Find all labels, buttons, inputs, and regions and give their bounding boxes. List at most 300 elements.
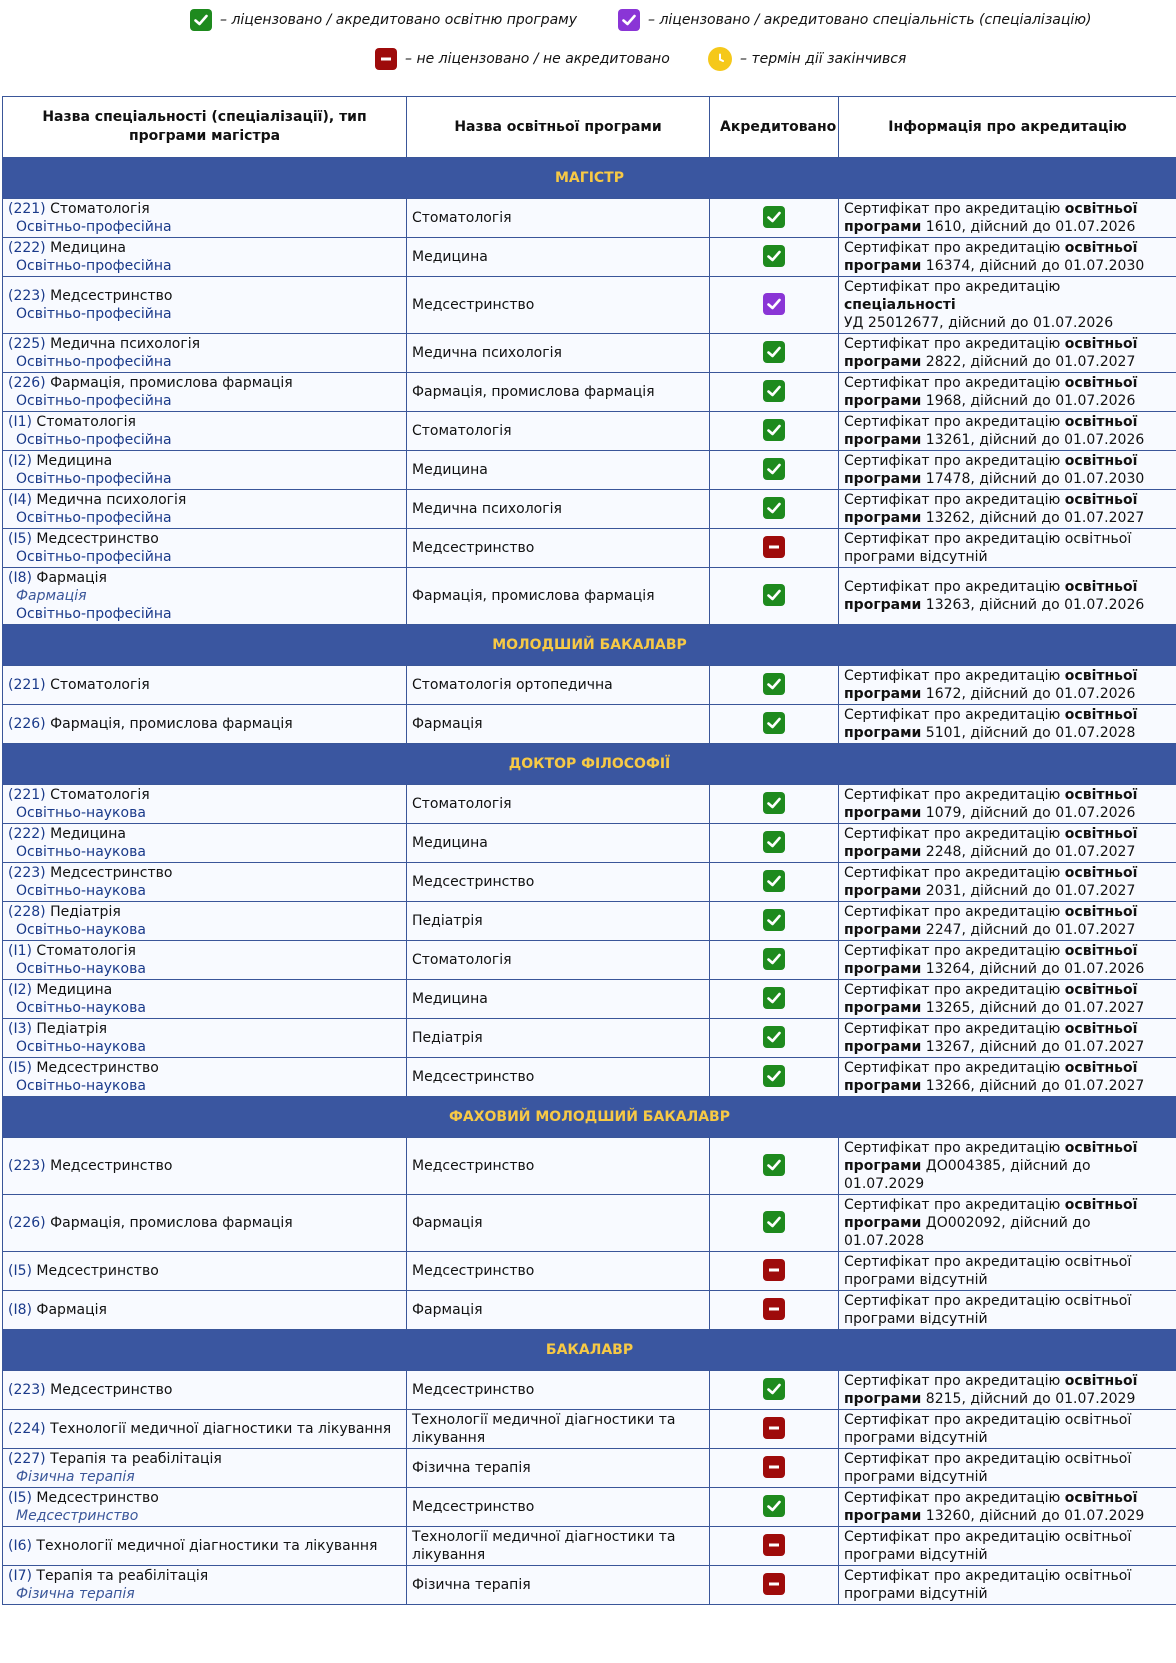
accreditation-info-cell — [839, 568, 1176, 625]
green-check-icon — [190, 9, 212, 31]
specialty-cell — [3, 334, 407, 373]
specialty-code: (225) — [8, 336, 46, 352]
specialty-cell — [3, 1566, 407, 1605]
table-row — [3, 785, 1176, 824]
accreditation-info-cell — [839, 980, 1176, 1019]
program-cell: Медицина — [407, 980, 710, 1019]
header-program: Назва освітньої програми — [407, 97, 710, 158]
green-check-icon — [763, 909, 785, 931]
table-row — [3, 238, 1176, 277]
info-subject: освітньої програми — [844, 1021, 1138, 1055]
info-subject: освітньої програми — [844, 787, 1138, 821]
table-row — [3, 277, 1176, 334]
program-type: Освітньо-наукова — [16, 1000, 146, 1016]
info-prefix: Сертифікат про акредитацію — [844, 1373, 1065, 1389]
info-details: 5101, дійсний до 01.07.2028 — [921, 725, 1136, 741]
program-cell: Медична психологія — [407, 334, 710, 373]
info-subject: освітньої програми — [844, 240, 1138, 274]
legend-red-text: – не ліцензовано / не акредитовано — [405, 51, 670, 67]
info-prefix: Сертифікат про акредитацію — [844, 336, 1065, 352]
specialty-cell — [3, 277, 407, 334]
program-type: Освітньо-професійна — [16, 219, 172, 235]
program-type: Освітньо-наукова — [16, 922, 146, 938]
specialty-code: (221) — [8, 677, 46, 693]
accreditation-info-cell — [839, 1058, 1176, 1097]
table-row — [3, 666, 1176, 705]
program-cell: Фізична терапія — [407, 1449, 710, 1488]
program-cell: Медсестринство — [407, 529, 710, 568]
header-info: Інформація про акредитацію — [839, 97, 1176, 158]
table-row — [3, 1371, 1176, 1410]
specialty-cell — [3, 980, 407, 1019]
info-prefix: Сертифікат про акредитацію — [844, 492, 1065, 508]
program-type: Освітньо-наукова — [16, 883, 146, 899]
table-row — [3, 863, 1176, 902]
red-minus-icon — [763, 1417, 785, 1439]
info-text: Сертифікат про акредитацію освітньої програми відсутній — [844, 1568, 1132, 1602]
specialty-cell — [3, 785, 407, 824]
info-prefix: Сертифікат про акредитацію — [844, 414, 1065, 430]
program-cell: Медсестринство — [407, 1138, 710, 1195]
accreditation-status-cell — [710, 1488, 839, 1527]
accreditation-info-cell — [839, 1488, 1176, 1527]
info-subject: освітньої програми — [844, 336, 1138, 370]
accreditation-status-cell — [710, 1371, 839, 1410]
accreditation-status-cell — [710, 568, 839, 625]
table-row — [3, 1019, 1176, 1058]
table-row — [3, 1252, 1176, 1291]
green-check-icon — [763, 792, 785, 814]
specialty-code: (224) — [8, 1421, 46, 1437]
specialty-code: (222) — [8, 240, 46, 256]
program-cell: Медицина — [407, 451, 710, 490]
accreditation-info-cell — [839, 1371, 1176, 1410]
table-row — [3, 568, 1176, 625]
program-cell: Фармація — [407, 705, 710, 744]
program-cell: Стоматологія — [407, 199, 710, 238]
info-prefix: Сертифікат про акредитацію — [844, 375, 1065, 391]
specialty-cell — [3, 490, 407, 529]
legend-not-accredited — [375, 48, 670, 70]
specialty-name: Медсестринство — [36, 1490, 159, 1506]
green-check-icon — [763, 1065, 785, 1087]
specialty-code: (I1) — [8, 943, 32, 959]
info-prefix: Сертифікат про акредитацію — [844, 943, 1065, 959]
info-subject: освітньої програми — [844, 904, 1138, 938]
section-header-row — [3, 744, 1176, 785]
table-row — [3, 1566, 1176, 1605]
specialty-code: (223) — [8, 1382, 46, 1398]
info-details: ДО004385, дійсний до 01.07.2029 — [844, 1158, 1091, 1192]
specialty-code: (226) — [8, 375, 46, 391]
specialty-name: Фармація — [36, 570, 107, 586]
program-cell: Медсестринство — [407, 277, 710, 334]
specialty-cell — [3, 1138, 407, 1195]
specialty-name: Стоматологія — [50, 787, 150, 803]
program-cell: Медсестринство — [407, 863, 710, 902]
specialty-cell — [3, 199, 407, 238]
specialty-name: Медицина — [36, 982, 113, 998]
specialty-code: (227) — [8, 1451, 46, 1467]
program-cell: Стоматологія — [407, 412, 710, 451]
table-row — [3, 529, 1176, 568]
program-cell: Стоматологія — [407, 941, 710, 980]
program-cell: Педіатрія — [407, 1019, 710, 1058]
table-row — [3, 1058, 1176, 1097]
info-details: 8215, дійсний до 01.07.2029 — [921, 1391, 1136, 1407]
specialty-code: (I8) — [8, 1302, 32, 1318]
accreditation-info-cell — [839, 1410, 1176, 1449]
specialty-name: Фармація, промислова фармація — [50, 716, 293, 732]
clock-icon — [708, 47, 732, 71]
accreditation-info-cell — [839, 1527, 1176, 1566]
specialty-name: Медсестринство — [36, 531, 159, 547]
green-check-icon — [763, 1154, 785, 1176]
specialty-code: (I8) — [8, 570, 32, 586]
specialty-name: Терапія та реабілітація — [50, 1451, 222, 1467]
accreditation-status-cell — [710, 863, 839, 902]
program-cell: Технології медичної діагностики та лікування — [407, 1410, 710, 1449]
green-check-icon — [763, 419, 785, 441]
accreditation-info-cell — [839, 1449, 1176, 1488]
info-details: 16374, дійсний до 01.07.2030 — [921, 258, 1145, 274]
accreditation-status-cell — [710, 529, 839, 568]
info-prefix: Сертифікат про акредитацію — [844, 1490, 1065, 1506]
specialty-cell — [3, 1195, 407, 1252]
program-type: Освітньо-наукова — [16, 844, 146, 860]
specialty-cell — [3, 1488, 407, 1527]
specialty-name: Фармація — [36, 1302, 107, 1318]
program-type: Освітньо-професійна — [16, 306, 172, 322]
specialty-cell — [3, 1058, 407, 1097]
accreditation-info-cell — [839, 863, 1176, 902]
program-type: Освітньо-професійна — [16, 393, 172, 409]
info-details: 1610, дійсний до 01.07.2026 — [921, 219, 1136, 235]
specialty-code: (I2) — [8, 982, 32, 998]
table-row — [3, 1291, 1176, 1330]
accreditation-status-cell — [710, 334, 839, 373]
accreditation-status-cell — [710, 705, 839, 744]
legend-purple-text: – ліцензовано / акредитовано спеціальність (спеціалізацію) — [648, 12, 1092, 28]
accreditation-info-cell — [839, 490, 1176, 529]
program-cell: Технології медичної діагностики та лікування — [407, 1527, 710, 1566]
green-check-icon — [763, 458, 785, 480]
accreditation-info-cell — [839, 334, 1176, 373]
program-cell: Педіатрія — [407, 902, 710, 941]
specialty-cell — [3, 568, 407, 625]
green-check-icon — [763, 673, 785, 695]
specialty-code: (I5) — [8, 1263, 32, 1279]
purple-check-icon — [618, 9, 640, 31]
section-title: МОЛОДШИЙ БАКАЛАВР — [3, 625, 1176, 666]
green-check-icon — [763, 987, 785, 1009]
specialty-code: (I3) — [8, 1021, 32, 1037]
specialty-cell — [3, 1527, 407, 1566]
info-prefix: Сертифікат про акредитацію — [844, 1060, 1065, 1076]
accreditation-status-cell — [710, 451, 839, 490]
accreditation-info-cell — [839, 412, 1176, 451]
info-details: 13262, дійсний до 01.07.2027 — [921, 510, 1145, 526]
accreditation-info-cell — [839, 529, 1176, 568]
program-type: Освітньо-професійна — [16, 549, 172, 565]
info-details: 2822, дійсний до 01.07.2027 — [921, 354, 1136, 370]
specialty-name: Медсестринство — [36, 1060, 159, 1076]
info-text: Сертифікат про акредитацію освітньої програми відсутній — [844, 1451, 1132, 1485]
accreditation-status-cell — [710, 941, 839, 980]
accreditation-status-cell — [710, 1566, 839, 1605]
accreditation-info-cell — [839, 451, 1176, 490]
specialty-cell — [3, 666, 407, 705]
legend-accredited-program — [190, 9, 577, 31]
specialty-name: Стоматологія — [36, 943, 136, 959]
red-minus-icon — [763, 1298, 785, 1320]
header-specialty: Назва спеціальності (спеціалізації), тип програми магістра — [3, 97, 407, 158]
accreditation-info-cell — [839, 785, 1176, 824]
specialty-name: Медсестринство — [50, 1382, 173, 1398]
info-details: 2247, дійсний до 01.07.2027 — [921, 922, 1136, 938]
accreditation-info-cell — [839, 1566, 1176, 1605]
specialty-code: (I1) — [8, 414, 32, 430]
specialty-code: (226) — [8, 1215, 46, 1231]
legend — [0, 0, 1176, 96]
info-subject: освітньої програми — [844, 1373, 1138, 1407]
red-minus-icon — [763, 1259, 785, 1281]
info-subject: освітньої програми — [844, 707, 1138, 741]
accreditation-status-cell — [710, 1058, 839, 1097]
specialty-cell — [3, 1449, 407, 1488]
table-row — [3, 1488, 1176, 1527]
table-body — [3, 158, 1176, 1605]
info-prefix: Сертифікат про акредитацію — [844, 865, 1065, 881]
green-check-icon — [763, 245, 785, 267]
specialty-code: (223) — [8, 288, 46, 304]
specialty-code: (221) — [8, 787, 46, 803]
specialty-cell — [3, 705, 407, 744]
specialty-code: (223) — [8, 1158, 46, 1174]
specialty-name: Медицина — [50, 240, 126, 256]
accreditation-table — [2, 96, 1176, 1605]
table-header-row — [3, 97, 1176, 158]
program-cell: Медсестринство — [407, 1488, 710, 1527]
info-details: ДО002092, дійсний до 01.07.2028 — [844, 1215, 1091, 1249]
info-details: 13266, дійсний до 01.07.2027 — [921, 1078, 1145, 1094]
accreditation-status-cell — [710, 1410, 839, 1449]
info-subject: освітньої програми — [844, 1060, 1138, 1094]
specialty-name: Медицина — [50, 826, 126, 842]
info-text: Сертифікат про акредитацію освітньої програми відсутній — [844, 531, 1132, 565]
table-row — [3, 941, 1176, 980]
specialty-cell — [3, 902, 407, 941]
specialization-name: Фізична терапія — [16, 1469, 135, 1485]
specialty-name: Медсестринство — [50, 1158, 173, 1174]
specialty-code: (I5) — [8, 1490, 32, 1506]
accreditation-info-cell — [839, 941, 1176, 980]
accreditation-status-cell — [710, 1195, 839, 1252]
info-prefix: Сертифікат про акредитацію — [844, 707, 1065, 723]
accreditation-status-cell — [710, 1019, 839, 1058]
specialization-name: Фізична терапія — [16, 1586, 135, 1602]
accreditation-status-cell — [710, 1527, 839, 1566]
table-row — [3, 1138, 1176, 1195]
accreditation-info-cell — [839, 1195, 1176, 1252]
accreditation-status-cell — [710, 199, 839, 238]
info-prefix: Сертифікат про акредитацію — [844, 240, 1065, 256]
legend-accredited-specialty — [618, 9, 1092, 31]
green-check-icon — [763, 1026, 785, 1048]
accreditation-status-cell — [710, 373, 839, 412]
info-subject: освітньої програми — [844, 201, 1138, 235]
specialty-code: (221) — [8, 201, 46, 217]
specialty-code: (I7) — [8, 1568, 32, 1584]
accreditation-status-cell — [710, 1291, 839, 1330]
accreditation-info-cell — [839, 1252, 1176, 1291]
info-prefix: Сертифікат про акредитацію — [844, 1140, 1065, 1156]
red-minus-icon — [375, 48, 397, 70]
accreditation-info-cell — [839, 705, 1176, 744]
program-cell: Медична психологія — [407, 490, 710, 529]
section-title: ДОКТОР ФІЛОСОФІЇ — [3, 744, 1176, 785]
program-cell: Медсестринство — [407, 1252, 710, 1291]
section-title: МАГІСТР — [3, 158, 1176, 199]
specialty-cell — [3, 1252, 407, 1291]
info-subject: освітньої програми — [844, 668, 1138, 702]
accreditation-status-cell — [710, 980, 839, 1019]
program-type: Освітньо-професійна — [16, 258, 172, 274]
program-cell: Фармація — [407, 1195, 710, 1252]
accreditation-info-cell — [839, 666, 1176, 705]
program-type: Освітньо-наукова — [16, 805, 146, 821]
specialty-name: Медична психологія — [50, 336, 201, 352]
info-subject: освітньої програми — [844, 943, 1138, 977]
program-type: Освітньо-професійна — [16, 606, 172, 622]
specialization-name: Фармація — [16, 588, 87, 604]
info-prefix: Сертифікат про акредитацію — [844, 279, 1061, 295]
green-check-icon — [763, 1495, 785, 1517]
specialty-code: (228) — [8, 904, 46, 920]
program-cell: Медсестринство — [407, 1058, 710, 1097]
accreditation-status-cell — [710, 1449, 839, 1488]
green-check-icon — [763, 584, 785, 606]
info-prefix: Сертифікат про акредитацію — [844, 1197, 1065, 1213]
accreditation-status-cell — [710, 785, 839, 824]
red-minus-icon — [763, 1534, 785, 1556]
accreditation-status-cell — [710, 824, 839, 863]
table-row — [3, 1449, 1176, 1488]
table-row — [3, 705, 1176, 744]
program-cell: Фармація, промислова фармація — [407, 568, 710, 625]
table-row — [3, 373, 1176, 412]
specialty-code: (226) — [8, 716, 46, 732]
program-cell: Медицина — [407, 238, 710, 277]
info-subject: освітньої програми — [844, 826, 1138, 860]
green-check-icon — [763, 1378, 785, 1400]
info-subject: освітньої програми — [844, 453, 1138, 487]
purple-check-icon — [763, 293, 785, 315]
specialty-name: Медсестринство — [50, 865, 173, 881]
accreditation-info-cell — [839, 824, 1176, 863]
info-prefix: Сертифікат про акредитацію — [844, 1021, 1065, 1037]
accreditation-info-cell — [839, 373, 1176, 412]
info-prefix: Сертифікат про акредитацію — [844, 668, 1065, 684]
info-text: Сертифікат про акредитацію освітньої програми відсутній — [844, 1529, 1132, 1563]
section-title: БАКАЛАВР — [3, 1330, 1176, 1371]
accreditation-status-cell — [710, 666, 839, 705]
specialty-name: Терапія та реабілітація — [36, 1568, 209, 1584]
table-row — [3, 980, 1176, 1019]
specialty-name: Стоматологія — [36, 414, 136, 430]
section-header-row — [3, 1330, 1176, 1371]
accreditation-status-cell — [710, 902, 839, 941]
specialty-cell — [3, 941, 407, 980]
program-type: Освітньо-наукова — [16, 1039, 146, 1055]
specialty-name: Технології медичної діагностики та лікування — [36, 1538, 378, 1554]
info-prefix: Сертифікат про акредитацію — [844, 201, 1065, 217]
info-details: 2248, дійсний до 01.07.2027 — [921, 844, 1136, 860]
program-type: Освітньо-наукова — [16, 961, 146, 977]
info-details: 2031, дійсний до 01.07.2027 — [921, 883, 1136, 899]
green-check-icon — [763, 380, 785, 402]
info-details: 13264, дійсний до 01.07.2026 — [921, 961, 1145, 977]
green-check-icon — [763, 831, 785, 853]
info-prefix: Сертифікат про акредитацію — [844, 579, 1065, 595]
specialty-name: Технології медичної діагностики та лікування — [50, 1421, 392, 1437]
accreditation-info-cell — [839, 199, 1176, 238]
program-type: Освітньо-професійна — [16, 432, 172, 448]
specialty-name: Медсестринство — [50, 288, 173, 304]
info-subject: освітньої програми — [844, 414, 1138, 448]
specialty-name: Медицина — [36, 453, 113, 469]
table-row — [3, 1195, 1176, 1252]
accreditation-info-cell — [839, 238, 1176, 277]
info-subject: спеціальності — [844, 297, 956, 313]
program-type: Освітньо-професійна — [16, 510, 172, 526]
specialty-cell — [3, 1410, 407, 1449]
specialty-name: Медсестринство — [36, 1263, 159, 1279]
program-type: Освітньо-професійна — [16, 471, 172, 487]
specialty-cell — [3, 824, 407, 863]
specialty-code: (223) — [8, 865, 46, 881]
table-row — [3, 412, 1176, 451]
accreditation-info-cell — [839, 902, 1176, 941]
specialization-name: Медсестринство — [16, 1508, 139, 1524]
program-type: Освітньо-професійна — [16, 354, 172, 370]
info-subject: освітньої програми — [844, 1490, 1138, 1524]
green-check-icon — [763, 341, 785, 363]
specialty-name: Фармація, промислова фармація — [50, 375, 293, 391]
info-text: Сертифікат про акредитацію освітньої програми відсутній — [844, 1254, 1132, 1288]
table-row — [3, 902, 1176, 941]
table-row — [3, 451, 1176, 490]
specialty-code: (222) — [8, 826, 46, 842]
info-prefix: Сертифікат про акредитацію — [844, 453, 1065, 469]
info-details: УД 25012677, дійсний до 01.07.2026 — [844, 315, 1114, 331]
legend-green-text: – ліцензовано / акредитовано освітню програму — [220, 12, 578, 28]
info-subject: освітньої програми — [844, 982, 1138, 1016]
accreditation-info-cell — [839, 1019, 1176, 1058]
legend-yellow-text: – термін дії закінчився — [740, 51, 907, 67]
accreditation-info-cell — [839, 1138, 1176, 1195]
specialty-code: (I4) — [8, 492, 32, 508]
specialty-cell — [3, 238, 407, 277]
accreditation-status-cell — [710, 238, 839, 277]
specialty-code: (I5) — [8, 531, 32, 547]
table-row — [3, 334, 1176, 373]
info-subject: освітньої програми — [844, 375, 1138, 409]
info-subject: освітньої програми — [844, 1140, 1138, 1174]
green-check-icon — [763, 712, 785, 734]
red-minus-icon — [763, 1573, 785, 1595]
table-row — [3, 490, 1176, 529]
